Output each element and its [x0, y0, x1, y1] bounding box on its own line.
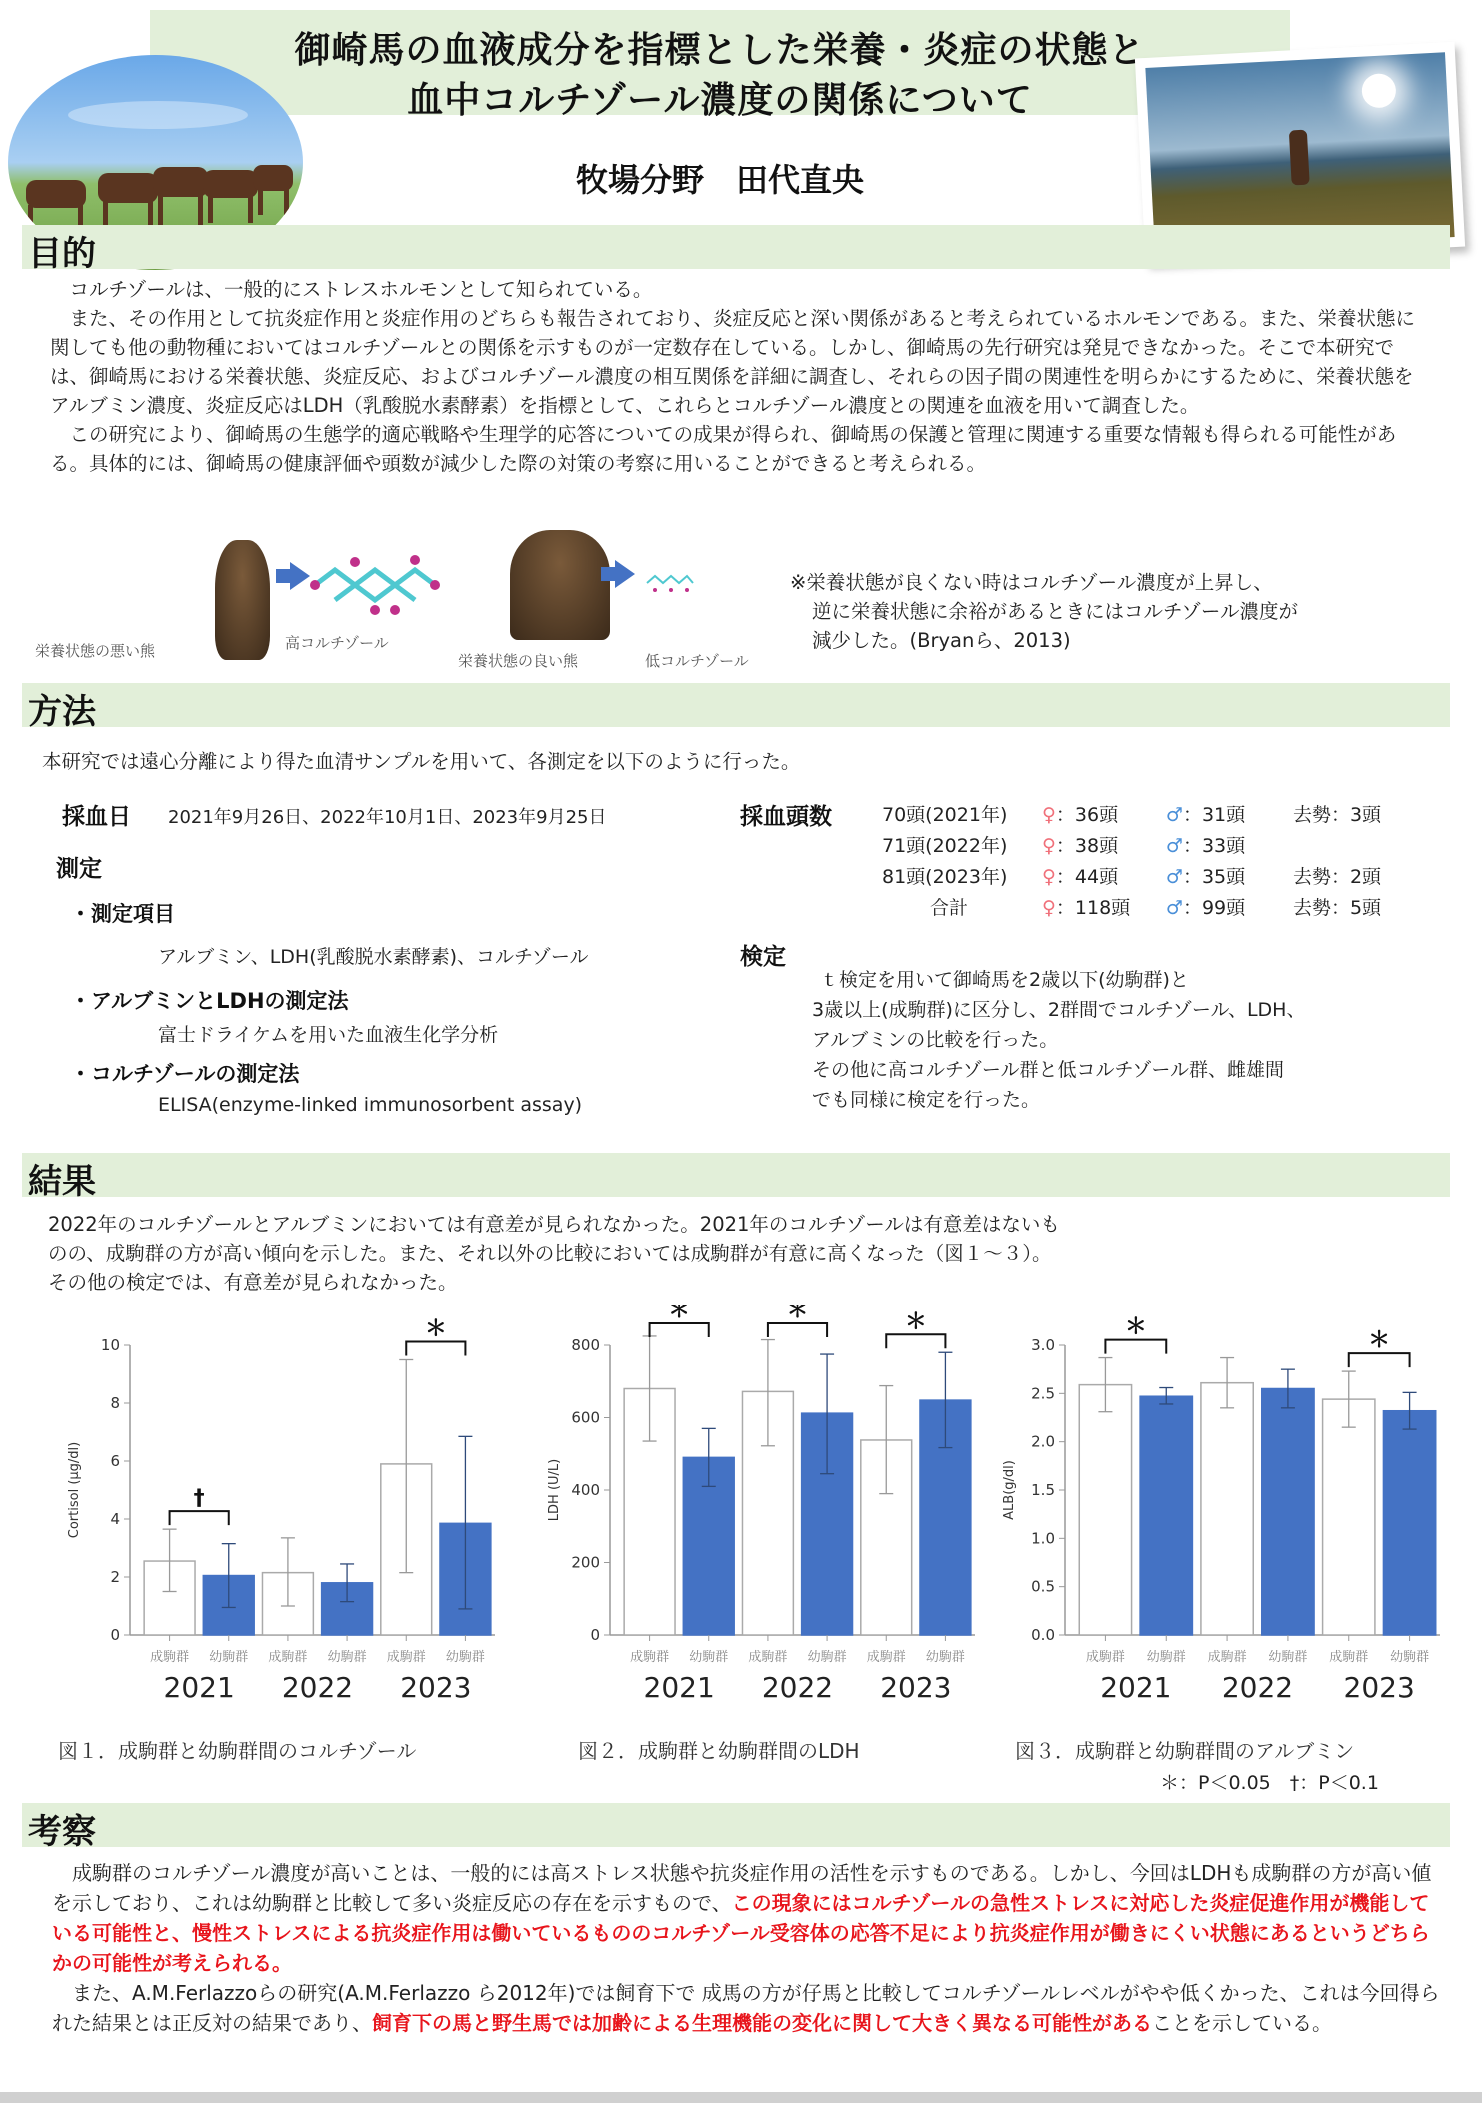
svg-text:800: 800	[571, 1336, 600, 1354]
poster-title-line2: 血中コルチゾール濃度の関係について	[407, 80, 1033, 121]
svg-text:幼駒群: 幼駒群	[807, 1650, 847, 1665]
svg-text:1.0: 1.0	[1031, 1529, 1055, 1548]
label-high-cortisol: 高コルチゾール	[285, 634, 389, 652]
count-row-2023: 81頭(2023年) ♀ ：44頭 ♂ ：35頭 去勢：2頭	[882, 862, 1381, 893]
count-row-2022: 71頭(2022年) ♀ ：38頭 ♂ ：33頭	[882, 831, 1381, 862]
svg-text:＊: ＊	[904, 1309, 927, 1335]
alb-ldh-method-label: ・アルブミンとLDHの測定法	[70, 989, 349, 1013]
svg-text:幼駒群: 幼駒群	[209, 1650, 249, 1665]
cortisol-bar-chart	[55, 1305, 505, 1725]
purpose-paragraph-3: この研究により、御崎馬の生態学的適応戦略や生理学的応答についての成果が得られ、御崎馬の保護と管理に関連する重要な情報も得られる可能性がある。具体的には、御崎馬の健康評価や頭数が減少した際の対策の考察に用いることができると考えられる。	[50, 423, 1397, 475]
purpose-text	[50, 275, 1420, 478]
svg-text:2022: 2022	[1221, 1671, 1294, 1704]
svg-text:成駒群: 成駒群	[1207, 1650, 1247, 1665]
poster-title-line1: 御崎馬の血液成分を指標とした栄養・炎症の状態と	[294, 30, 1146, 71]
horse-silhouette	[1289, 130, 1310, 186]
svg-text:0: 0	[590, 1626, 600, 1644]
female-icon: ♀	[1042, 897, 1056, 919]
sampling-dates: 2021年9月26日、2022年10月1日、2023年9月25日	[168, 807, 607, 828]
label-low-cortisol: 低コルチゾール	[645, 652, 749, 670]
note-line-2: 逆に栄養状態に余裕があるときにはコルチゾール濃度が	[812, 600, 1298, 623]
items-label: ・測定項目	[70, 902, 175, 926]
svg-text:200: 200	[571, 1553, 600, 1572]
svg-text:幼駒群: 幼駒群	[445, 1650, 485, 1665]
svg-text:2023: 2023	[880, 1671, 952, 1704]
discussion-highlight-1: この現象にはコルチゾールの急性ストレスに対応した炎症促進作用が機能している可能性と、慢性ストレスによる抗炎症作用は働いているもののコルチゾール受容体の応答不足により抗炎症作用が働きにくい状態にあるというどちらかの可能性が考えられる。	[52, 1891, 1430, 1975]
svg-text:成駒群: 成駒群	[150, 1650, 190, 1665]
svg-text:幼駒群: 幼駒群	[689, 1650, 729, 1665]
svg-text:2021: 2021	[1100, 1671, 1172, 1704]
svg-text:幼駒群: 幼駒群	[1268, 1650, 1308, 1665]
svg-text:幼駒群: 幼駒群	[1390, 1650, 1430, 1665]
svg-text:成駒群: 成駒群	[866, 1650, 906, 1665]
svg-text:2021: 2021	[163, 1671, 235, 1704]
discussion-text	[52, 1858, 1447, 2038]
svg-text:†: †	[193, 1486, 205, 1512]
svg-text:ALB(g/dl): ALB(g/dl)	[1002, 1460, 1017, 1520]
section-heading-purpose: 目的	[28, 234, 96, 274]
svg-text:0: 0	[110, 1626, 120, 1644]
svg-text:2023: 2023	[1343, 1671, 1415, 1704]
svg-text:10: 10	[100, 1336, 120, 1354]
note-line-3: 減少した。(Bryanら、2013)	[812, 629, 1071, 652]
cortisol-method-label: ・コルチゾールの測定法	[70, 1062, 300, 1086]
svg-text:成駒群: 成駒群	[386, 1650, 426, 1665]
svg-text:成駒群: 成駒群	[1085, 1650, 1125, 1665]
label-bad-nutrition-bear: 栄養状態の悪い熊	[35, 642, 156, 660]
section-heading-results: 結果	[28, 1162, 96, 1202]
male-icon: ♂	[1165, 835, 1183, 857]
arrow-right-icon	[290, 562, 310, 590]
svg-text:2022: 2022	[281, 1671, 354, 1704]
svg-text:＊: ＊	[424, 1316, 447, 1342]
thin-bear-image	[215, 540, 270, 660]
sample-count-table	[882, 800, 1381, 924]
male-icon: ♂	[1165, 804, 1183, 826]
albumin-bar-chart	[990, 1305, 1450, 1725]
cortisol-method-text: ELISA(enzyme-linked immunosorbent assay)	[158, 1094, 583, 1116]
author-name: 牧場分野 田代直央	[575, 161, 864, 199]
test-description: ｔ検定を用いて御崎馬を2歳以下(幼駒群)と 3歳以上(成駒群)に区分し、2群間でコルチゾール、LDH、 アルブミンの比較を行った。 その他に高コルチゾール群と低コルチゾール群、雌雄間 でも同様に検定を行った。	[812, 969, 1306, 1111]
section-heading-discussion: 考察	[28, 1812, 96, 1852]
male-icon: ♂	[1165, 897, 1183, 919]
alb-ldh-method-text: 富士ドライケムを用いた血液生化学分析	[158, 1024, 499, 1046]
purpose-paragraph-2: また、その作用として抗炎症作用と炎症作用のどちらも報告されており、炎症反応と深い関係があると考えられているホルモンである。また、栄養状態に関しても他の動物種においてはコルチゾールとの関係を示すものが一定数存在している。しかし、御崎馬の先行研究は発見できなかった。そこで本研究では、御崎馬における栄養状態、炎症反応、およびコルチゾール濃度の相互関係を詳細に調査し、それらの因子間の関連性を明らかにするために、栄養状態をアルブミン濃度、炎症反応はLDH（乳酸脱水素酵素）を指標として、これらとコルチゾール濃度との関連を血液を用いて調査した。	[50, 307, 1416, 417]
count-row-total: 合計 ♀ ：118頭 ♂ ：99頭 去勢：5頭	[882, 893, 1381, 924]
svg-text:600: 600	[571, 1408, 600, 1427]
svg-text:4: 4	[110, 1510, 120, 1528]
svg-text:＊: ＊	[1368, 1328, 1391, 1354]
svg-text:2022: 2022	[761, 1671, 834, 1704]
figure1-caption: 図１．成駒群と幼駒群間のコルチゾール	[58, 1739, 417, 1763]
svg-text:幼駒群: 幼駒群	[1146, 1650, 1186, 1665]
female-icon: ♀	[1042, 835, 1056, 857]
section-heading-methods: 方法	[28, 692, 96, 732]
female-icon: ♀	[1042, 804, 1056, 826]
svg-text:LDH (U/L): LDH (U/L)	[547, 1458, 562, 1522]
methods-intro: 本研究では遠心分離により得た血清サンプルを用いて、各測定を以下のように行った。	[42, 750, 801, 773]
svg-text:幼駒群: 幼駒群	[925, 1650, 965, 1665]
test-label: 検定	[740, 944, 786, 970]
section-band-purpose	[22, 225, 1450, 269]
svg-text:Cortisol (μg/dl): Cortisol (μg/dl)	[67, 1441, 82, 1539]
discussion-highlight-2: 飼育下の馬と野生馬では加齢による生理機能の変化に関して大きく異なる可能性がある	[372, 2011, 1152, 2035]
svg-text:＊: ＊	[786, 1305, 809, 1323]
svg-text:2: 2	[110, 1568, 120, 1586]
svg-text:幼駒群: 幼駒群	[327, 1650, 367, 1665]
discussion-paragraph-1: 成駒群のコルチゾール濃度が高いことは、一般的には高ストレス状態や抗炎症作用の活性を示すものである。しかし、今回はLDHも成駒群の方が高い値を示しており、これは幼駒群と比較して多い炎症反応の存在を示すもので、この現象にはコルチゾールの急性ストレスに対応した炎症促進作用が機能している可能性と、慢性ストレスによる抗炎症作用は働いているもののコルチゾール受容体の応答不足により抗炎症作用が働きにくい状態にあるというどちらかの可能性が考えられる。	[52, 1861, 1432, 1975]
discussion-paragraph-2: また、A.M.Ferlazzoらの研究(A.M.Ferlazzo ら2012年)では飼育下で 成馬の方が仔馬と比較してコルチゾールレベルがやや低くかった、これは今回得られた結果とは正反対の結果であり、飼育下の馬と野生馬では加齢による生理機能の変化に関して大きく異なる可能性があることを示している。	[52, 1981, 1440, 2035]
svg-text:8: 8	[110, 1394, 120, 1412]
ldh-bar-chart	[535, 1305, 985, 1725]
svg-text:400: 400	[571, 1481, 600, 1499]
svg-text:成駒群: 成駒群	[630, 1650, 670, 1665]
label-good-nutrition-bear: 栄養状態の良い熊	[458, 652, 579, 670]
svg-text:6: 6	[110, 1452, 120, 1470]
sampling-date-label: 採血日	[62, 804, 131, 830]
purpose-paragraph-1: コルチゾールは、一般的にストレスホルモンとして知られている。	[69, 278, 653, 301]
section-band-methods	[22, 683, 1450, 727]
low-cortisol-molecule-icon	[645, 570, 695, 596]
svg-text:0.5: 0.5	[1031, 1577, 1055, 1596]
figure3-caption: 図３．成駒群と幼駒群間のアルブミン	[1015, 1739, 1355, 1763]
section-band-results	[22, 1153, 1450, 1197]
svg-text:＊: ＊	[1124, 1314, 1147, 1340]
sample-count-label: 採血頭数	[740, 804, 832, 830]
arrow-right-icon	[615, 560, 635, 588]
note-line-1: ※栄養状態が良くない時はコルチゾール濃度が上昇し、	[790, 571, 1273, 594]
count-row-2021: 70頭(2021年) ♀ ：36頭 ♂ ：31頭 去勢：3頭	[882, 800, 1381, 831]
svg-text:2.5: 2.5	[1031, 1384, 1055, 1403]
bryan-note	[790, 568, 1450, 655]
section-band-discussion	[22, 1803, 1450, 1847]
svg-text:0.0: 0.0	[1031, 1626, 1055, 1644]
results-text: 2022年のコルチゾールとアルブミンにおいては有意差が見られなかった。2021年のコルチゾールは有意差はないも のの、成駒群の方が高い傾向を示した。また、それ以外の比較においては成駒群が有意に高くなった（図１～３）。 その他の検定では、有意差が見られなかった。	[48, 1213, 1060, 1294]
sun-glare	[1361, 73, 1397, 109]
svg-text:2023: 2023	[400, 1671, 472, 1704]
healthy-bear-image	[510, 530, 610, 640]
female-icon: ♀	[1042, 866, 1056, 888]
svg-text:3.0: 3.0	[1031, 1336, 1055, 1354]
svg-text:1.5: 1.5	[1031, 1481, 1055, 1499]
bottom-border	[0, 2092, 1482, 2103]
svg-text:2.0: 2.0	[1031, 1432, 1055, 1451]
svg-text:成駒群: 成駒群	[748, 1650, 788, 1665]
svg-text:成駒群: 成駒群	[268, 1650, 308, 1665]
svg-text:＊: ＊	[668, 1305, 691, 1323]
figure2-caption: 図２．成駒群と幼駒群間のLDH	[578, 1739, 860, 1763]
items-text: アルブミン、LDH(乳酸脱水素酵素)、コルチゾール	[158, 946, 589, 968]
male-icon: ♂	[1165, 866, 1183, 888]
svg-text:2021: 2021	[643, 1671, 715, 1704]
significance-legend: ＊：P＜0.05 †：P＜0.1	[1160, 1772, 1379, 1794]
svg-text:成駒群: 成駒群	[1329, 1650, 1369, 1665]
high-cortisol-molecule-icon	[310, 550, 440, 620]
measurement-label: 測定	[56, 856, 102, 882]
